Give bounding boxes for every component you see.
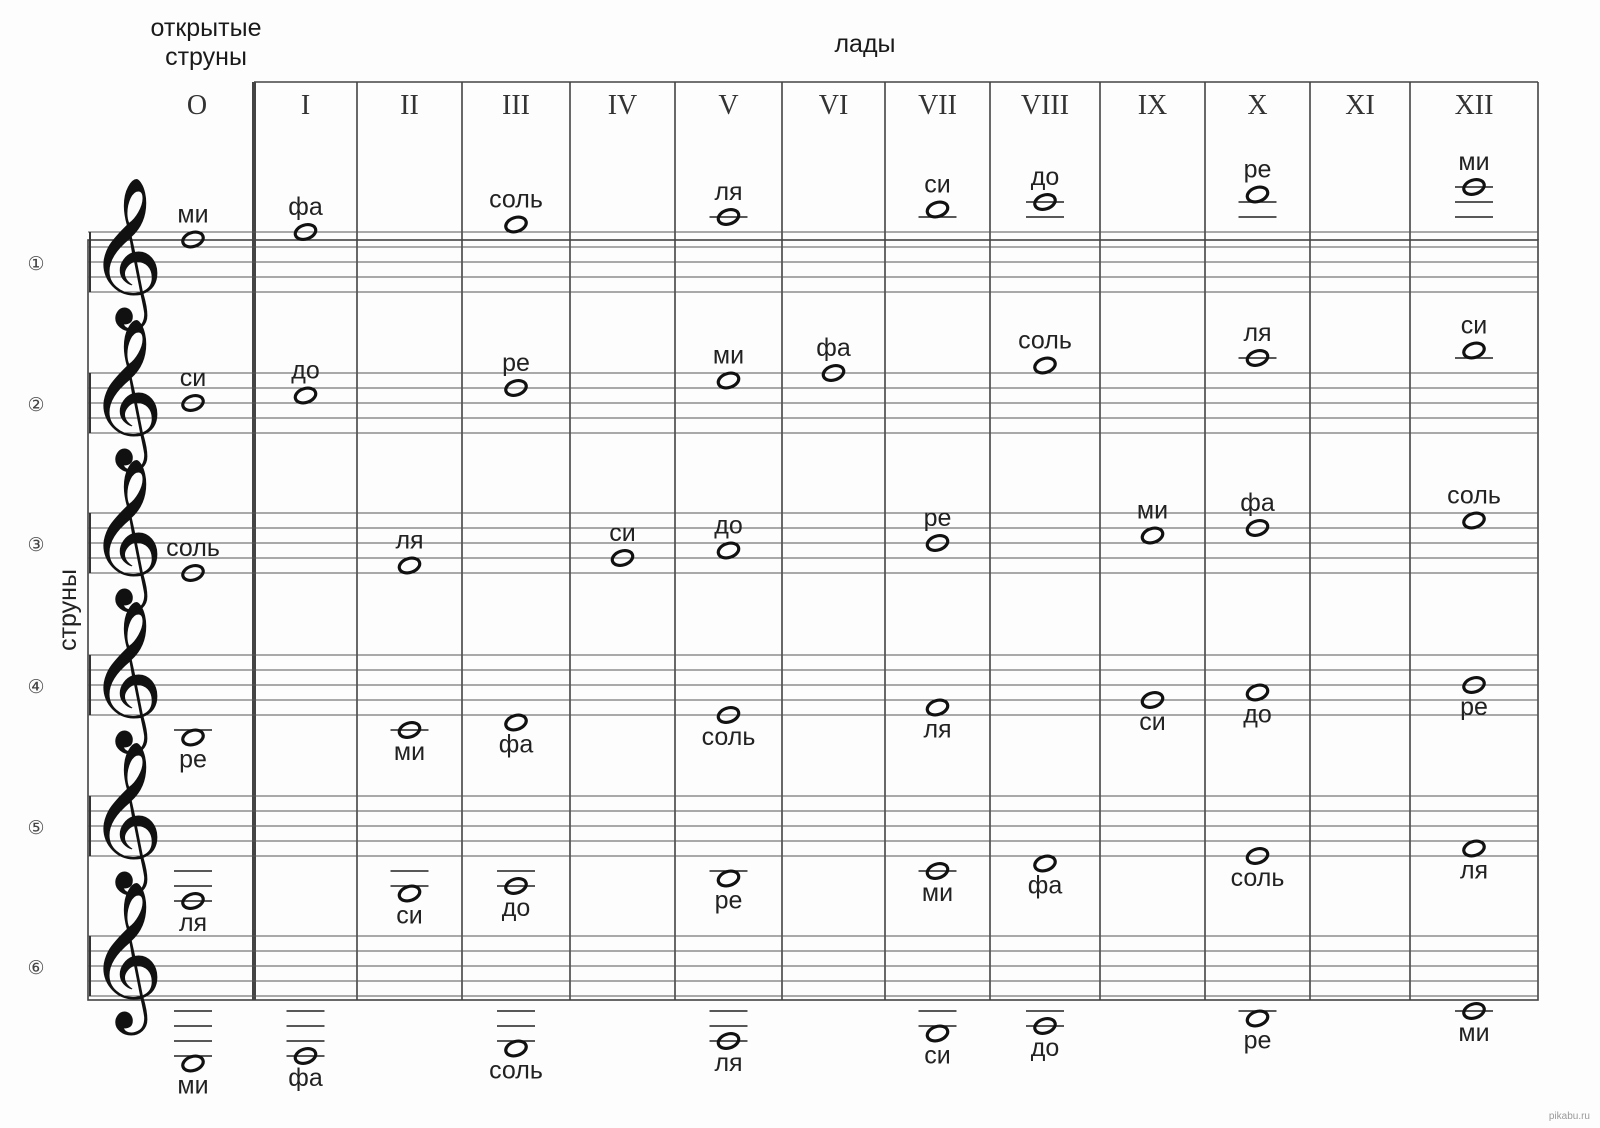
note-name-label: фа — [288, 193, 323, 221]
note — [489, 186, 543, 235]
whole-note-head — [716, 371, 740, 391]
whole-note-head — [1462, 511, 1486, 531]
note — [1231, 846, 1285, 892]
note-name-label: ля — [395, 526, 424, 555]
note-name-label: ре — [1460, 693, 1488, 721]
note-name-label: до — [501, 894, 531, 922]
note-name-label: ми — [712, 341, 745, 370]
treble-clef-icon: 𝄞 — [88, 599, 164, 748]
treble-clef-icon: 𝄞 — [88, 457, 164, 606]
whole-note-head — [1140, 526, 1164, 546]
note — [499, 713, 534, 759]
note — [174, 1011, 212, 1100]
fret-numeral: II — [400, 90, 419, 121]
note — [1239, 1009, 1277, 1055]
note-name-label: ре — [1243, 1026, 1272, 1055]
fret-numeral: V — [718, 90, 739, 121]
note-name-label: до — [1030, 1034, 1060, 1062]
note-name-label: ми — [1458, 1019, 1490, 1047]
note — [166, 534, 220, 583]
note-name-label: ре — [1243, 155, 1272, 184]
note-name-label: си — [924, 170, 951, 199]
fret-numeral: VIII — [1020, 90, 1070, 121]
note — [1455, 148, 1493, 217]
note — [395, 527, 423, 576]
note-name-label: фа — [1240, 489, 1275, 517]
note — [1139, 690, 1165, 736]
note — [1455, 312, 1493, 361]
note — [1137, 497, 1168, 546]
treble-clef-icon: 𝄞 — [88, 880, 164, 1029]
note-name-label: соль — [489, 1056, 543, 1085]
whole-note-head — [293, 386, 317, 406]
note-name-label: до — [291, 356, 320, 385]
note-name-label: ля — [714, 178, 743, 206]
note — [1460, 839, 1488, 885]
whole-note-head — [1033, 854, 1057, 874]
whole-note-head — [1033, 356, 1057, 376]
whole-note-head — [925, 698, 949, 718]
fret-numeral: VI — [818, 90, 849, 121]
strings-axis-label: струны — [54, 569, 82, 651]
fret-numeral: IX — [1137, 90, 1168, 121]
note-name-label: си — [396, 901, 423, 930]
fret-numeral: XII — [1454, 90, 1494, 121]
whole-note-head — [1462, 839, 1486, 859]
note-name-label: ми — [177, 200, 209, 229]
note — [288, 193, 323, 242]
note — [1239, 156, 1277, 218]
whole-note-head — [504, 713, 528, 733]
note-name-label: ми — [1136, 496, 1169, 525]
note-name-label: ля — [923, 715, 952, 744]
note — [710, 178, 748, 227]
string-number: ⑥ — [27, 958, 45, 979]
fret-numeral: XI — [1345, 90, 1375, 121]
note — [919, 1011, 957, 1070]
note-name-label: си — [924, 1041, 951, 1070]
note-name-label: си — [179, 364, 207, 392]
treble-clef-icon: 𝄞 — [88, 176, 164, 325]
note — [502, 349, 530, 398]
note-name-label: си — [1139, 708, 1166, 736]
note — [1455, 1001, 1493, 1047]
treble-clef-icon: 𝄞 — [88, 317, 164, 466]
fret-numeral: III — [502, 90, 530, 121]
note-name-label: соль — [489, 185, 543, 214]
note-name-label: ре — [923, 504, 952, 532]
note — [391, 720, 429, 766]
whole-note-head — [716, 541, 740, 561]
note-name-label: ля — [1459, 856, 1489, 885]
note-name-label: ми — [1458, 148, 1490, 176]
note — [816, 334, 851, 383]
note-name-label: ля — [1243, 319, 1272, 347]
note — [609, 519, 635, 568]
note — [919, 171, 957, 220]
note — [497, 871, 535, 922]
note — [391, 871, 429, 930]
note-name-label: си — [1460, 311, 1488, 340]
note — [174, 728, 212, 774]
note — [924, 504, 952, 553]
note — [1447, 482, 1501, 531]
note-name-label: фа — [498, 730, 534, 759]
note-name-label: ре — [714, 886, 743, 915]
note — [489, 1011, 543, 1085]
note-name-label: фа — [288, 1064, 323, 1092]
note-name-label: до — [714, 511, 743, 540]
note-name-label: ля — [178, 909, 208, 937]
fret-numeral: O — [186, 90, 208, 121]
string-number: ③ — [27, 535, 45, 556]
fret-numeral: VII — [918, 90, 957, 121]
note-name-label: ми — [177, 1071, 209, 1100]
note — [923, 698, 951, 744]
note — [710, 1011, 748, 1077]
note-name-label: си — [609, 519, 636, 547]
note-name-label: фа — [816, 334, 851, 362]
note — [177, 201, 208, 250]
note — [919, 861, 957, 907]
note-name-label: ми — [921, 879, 954, 907]
note-name-label: соль — [1018, 326, 1072, 355]
treble-clef-icon: 𝄞 — [88, 740, 164, 889]
note-name-label: ми — [393, 738, 426, 766]
note-name-label: ля — [714, 1049, 743, 1077]
string-number: ① — [27, 254, 45, 275]
note-name-label: до — [1030, 163, 1060, 191]
whole-note-head — [1245, 683, 1269, 703]
note — [1026, 163, 1064, 217]
note — [1018, 327, 1072, 376]
note — [1240, 489, 1275, 538]
open-strings-header-line2: струны — [165, 43, 247, 71]
note-name-label: ре — [502, 349, 530, 377]
note — [174, 871, 212, 937]
note — [1460, 675, 1488, 721]
note — [180, 364, 206, 413]
note-name-label: ре — [179, 745, 207, 774]
note — [1239, 319, 1277, 368]
note-name-label: соль — [1230, 864, 1285, 892]
fret-numeral: X — [1247, 90, 1268, 121]
frets-header: лады — [834, 30, 896, 58]
note-name-label: соль — [166, 534, 220, 562]
open-strings-header-line1: открытые — [150, 14, 262, 42]
note — [1028, 854, 1063, 900]
note-name-label: до — [1243, 700, 1272, 729]
string-number: ⑤ — [27, 818, 45, 839]
note — [702, 705, 756, 751]
note-name-label: соль — [701, 723, 756, 751]
string-number: ④ — [27, 677, 45, 698]
note — [714, 512, 743, 561]
fret-numeral: IV — [607, 90, 638, 121]
note-name-label: соль — [1447, 481, 1501, 510]
note — [291, 357, 320, 406]
string-number: ② — [27, 395, 45, 416]
note — [1026, 1011, 1064, 1062]
note — [1243, 683, 1272, 729]
grid-frame — [88, 240, 1538, 1000]
note — [287, 1011, 325, 1092]
whole-note-head — [397, 556, 421, 576]
note — [710, 869, 748, 915]
note-name-label: фа — [1027, 871, 1063, 900]
fret-numeral: I — [300, 90, 311, 121]
whole-note-head — [504, 215, 528, 235]
watermark: pikabu.ru — [1548, 1111, 1590, 1122]
note — [713, 342, 744, 391]
